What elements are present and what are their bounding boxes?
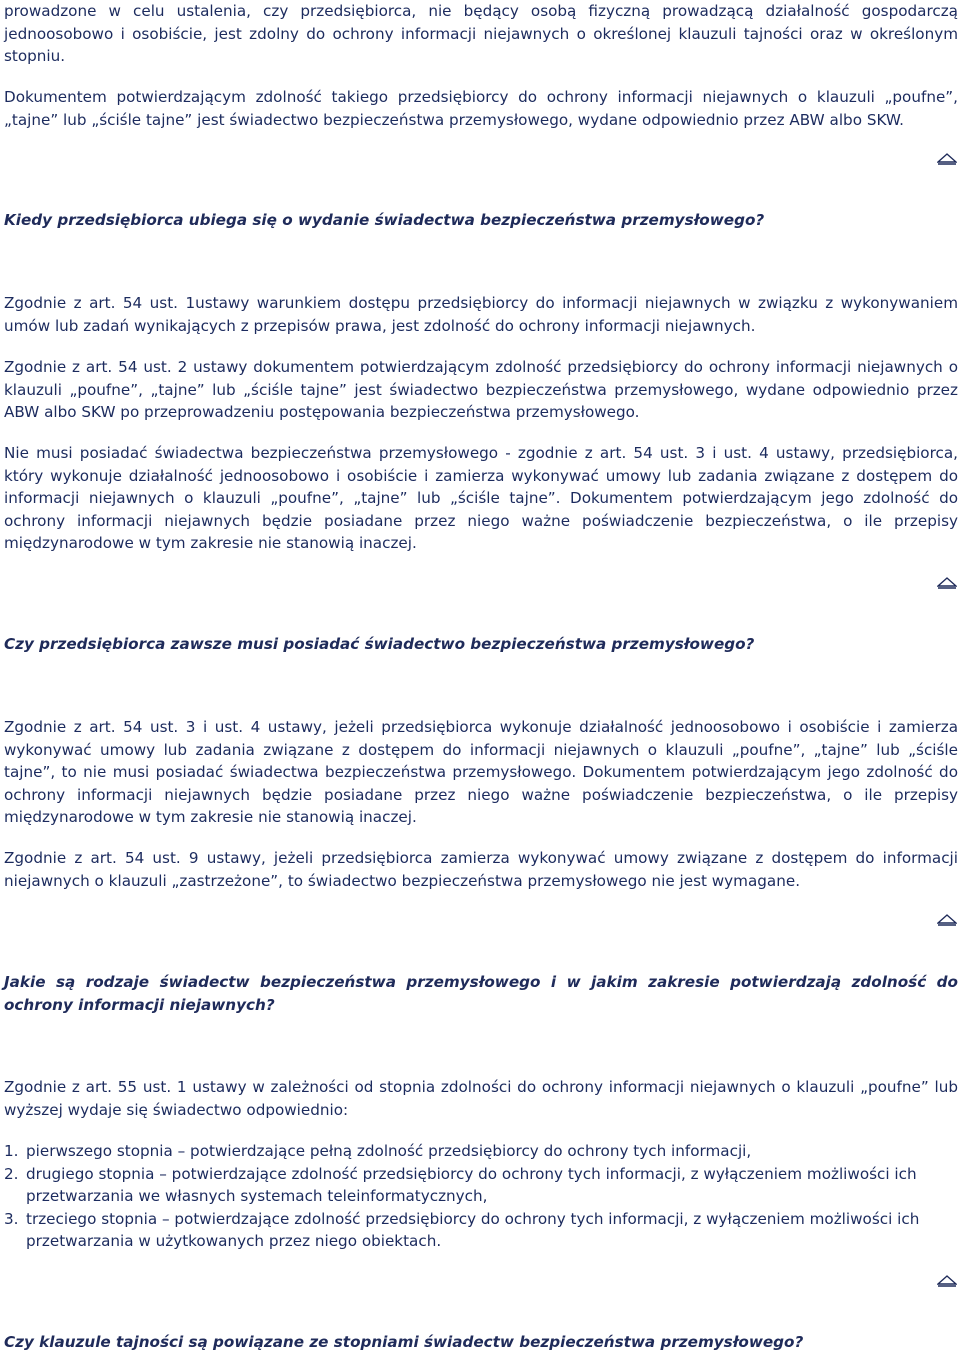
certificate-degree-list — [4, 1140, 958, 1253]
paragraph-art55-ust1: Zgodnie z art. 55 ust. 1 ustawy w zależności od stopnia zdolności do ochrony informacji niejawnych o klauzuli „poufne” lub wyższej wydaje się świadectwo odpowiednio: — [4, 1078, 958, 1119]
back-to-top-icon — [937, 912, 957, 926]
list-item-text: pierwszego stopnia – potwierdzające pełną zdolność przedsiębiorcy do ochrony tych informacji, — [26, 1142, 752, 1160]
back-to-top-link[interactable] — [937, 1273, 957, 1287]
question-heading-always-required: Czy przedsiębiorca zawsze musi posiadać świadectwo bezpieczeństwa przemysłowego? — [4, 635, 755, 653]
paragraph-abw-skw-certificate: Dokumentem potwierdzającym zdolność takiego przedsiębiorcy do ochrony informacji niejawnych o klauzuli „poufne”, „tajne” lub „ściśle tajne” jest świadectwo bezpieczeństwa przemysłowego, wydane odpowiednio przez ABW albo SKW. — [4, 88, 958, 129]
list-item — [4, 1208, 958, 1253]
paragraph-art54-ust9: Zgodnie z art. 54 ust. 9 ustawy, jeżeli przedsiębiorca zamierza wykonywać umowy związane z dostępem do informacji niejawnych o klauzuli „zastrzeżone”, to świadectwo bezpieczeństwa przemysłowego nie jest wymagane. — [4, 849, 958, 890]
list-item-number: 3. — [4, 1209, 19, 1228]
list-item — [4, 1163, 958, 1208]
back-to-top-icon — [937, 575, 957, 589]
list-item-text: trzeciego stopnia – potwierdzające zdolność przedsiębiorcy do ochrony tych informacji, z wyłączeniem możliwości ich przetwarzania w użytkowanych przez niego obiektach. — [26, 1209, 920, 1250]
list-item-number: 1. — [4, 1142, 19, 1160]
list-item-text: drugiego stopnia – potwierdzające zdolność przedsiębiorcy do ochrony tych informacji, z wyłączeniem możliwości ich przetwarzania we własnych systemach teleinformatycznych, — [26, 1164, 917, 1205]
back-to-top-link[interactable] — [937, 151, 957, 165]
back-to-top-link[interactable] — [937, 575, 957, 589]
paragraph-intro-continuation: prowadzone w celu ustalenia, czy przedsiębiorca, nie będący osobą fizyczną prowadzącą działalność gospodarczą jednoosobowo i osobiście, jest zdolny do ochrony informacji niejawnych o określonej klauzuli tajności oraz w określonym stopniu. — [4, 2, 958, 65]
question-heading-when-apply: Kiedy przedsiębiorca ubiega się o wydanie świadectwa bezpieczeństwa przemysłowego? — [4, 211, 765, 229]
list-item-number: 2. — [4, 1164, 19, 1183]
question-heading-certificate-types: Jakie są rodzaje świadectw bezpieczeństwa przemysłowego i w jakim zakresie potwierdzają zdolność do ochrony informacji niejawnych? — [4, 973, 958, 1014]
paragraph-art54-ust2: Zgodnie z art. 54 ust. 2 ustawy dokumentem potwierdzającym zdolność przedsiębiorcy do ochrony informacji niejawnych o klauzuli „poufne”, „tajne” lub „ściśle tajne” jest świadectwo bezpieczeństwa przemysłowego, wydane odpowiednio przez ABW albo SKW po przeprowadzeniu postępowania bezpieczeństwa przemysłowego. — [4, 358, 958, 421]
back-to-top-icon — [937, 1273, 957, 1287]
back-to-top-link[interactable] — [937, 912, 957, 926]
paragraph-art54-ust1: Zgodnie z art. 54 ust. 1ustawy warunkiem dostępu przedsiębiorcy do informacji niejawnych w związku z wykonywaniem umów lub zadań wynikających z przepisów prawa, jest zdolność do ochrony informacji niejawnych. — [4, 294, 958, 335]
paragraph-not-required: Nie musi posiadać świadectwa bezpieczeństwa przemysłowego - zgodnie z art. 54 ust. 3 i ust. 4 ustawy, przedsiębiorca, który wykonuje działalność jednoosobowo i osobiście i zamierza wykonywać umowy lub zadania związane z dostępem do informacji niejawnych o klauzuli „poufne”, „tajne” lub „ściśle tajne”. Dokumentem potwierdzającym jego zdolność do ochrony informacji niejawnych będzie posiadane przez niego ważne poświadczenie bezpieczeństwa, o ile przepisy międzynarodowe w tym zakresie nie stanowią inaczej. — [4, 444, 958, 552]
question-heading-clauses-degrees: Czy klauzule tajności są powiązane ze stopniami świadectw bezpieczeństwa przemysłowego? — [4, 1333, 804, 1351]
paragraph-art54-ust3-4: Zgodnie z art. 54 ust. 3 i ust. 4 ustawy, jeżeli przedsiębiorca wykonuje działalność jednoosobowo i osobiście i zamierza wykonywać umowy lub zadania związane z dostępem do informacji niejawnych o klauzuli „poufne”, „tajne” lub „ściśle tajne”, to nie musi posiadać świadectwa bezpieczeństwa przemysłowego. Dokumentem potwierdzającym jego zdolność do ochrony informacji niejawnych będzie posiadane przez niego ważne poświadczenie bezpieczeństwa, o ile przepisy międzynarodowe w tym zakresie nie stanowią inaczej. — [4, 718, 958, 826]
list-item — [4, 1140, 958, 1163]
back-to-top-icon — [937, 151, 957, 165]
